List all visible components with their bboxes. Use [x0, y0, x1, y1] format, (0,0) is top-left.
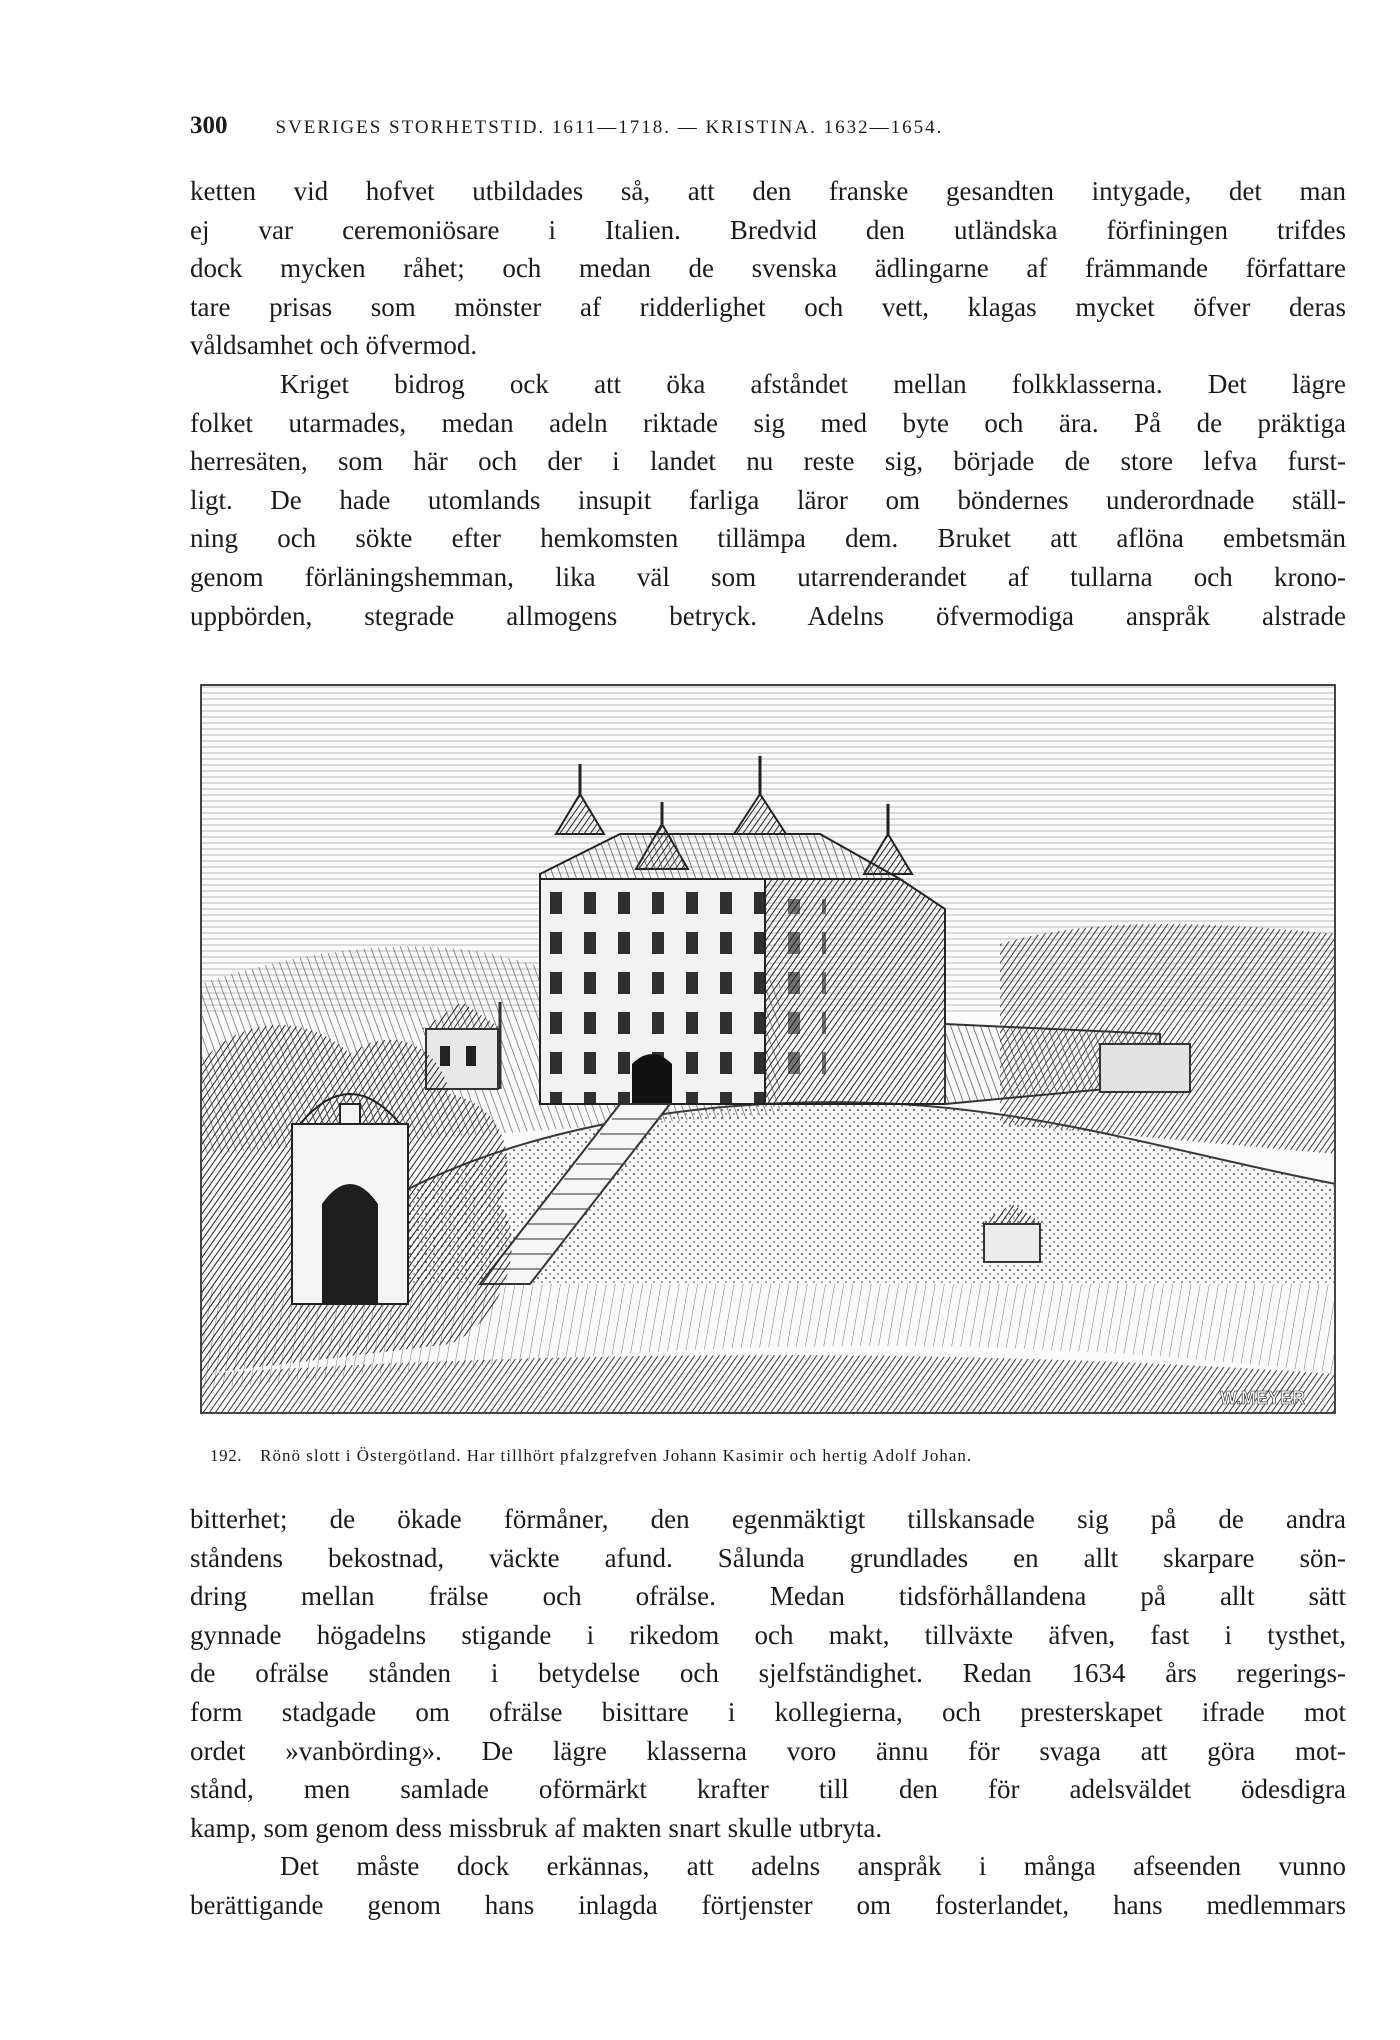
text-line: herresäten, som här och der i landet nu reste sig, började de store lefva furst- — [190, 446, 1346, 477]
text-line: ligt. De hade utomlands insupit farliga läror om böndernes underordnade ställ- — [190, 484, 1346, 515]
text-line: ej var ceremoniösare i Italien. Bredvid den utländska förfiningen trifdes — [190, 214, 1346, 245]
text-line: genom förläningshemman, lika väl som utarrenderandet af tullarna och krono- — [190, 561, 1346, 592]
text-line: ning och sökte efter hemkomsten tillämpa dem. Bruket att aflöna embetsmän — [190, 523, 1346, 554]
page-number: 300 — [190, 112, 228, 139]
castle-engraving — [200, 684, 1336, 1414]
figure-caption — [210, 1446, 1340, 1466]
running-header — [190, 112, 1240, 140]
figure-number: 192. — [210, 1446, 243, 1465]
text-line: ordet »vanbörding». De lägre klasserna voro ännu för svaga att göra mot- — [190, 1735, 1346, 1766]
text-line: de ofrälse stånden i betydelse och sjelfständighet. Redan 1634 års regerings- — [190, 1658, 1346, 1689]
text-line: form stadgade om ofrälse bisittare i kollegierna, och presterskapet ifrade mot — [190, 1696, 1346, 1727]
text-block-top — [190, 172, 1346, 635]
text-line: Det måste dock erkännas, att adelns anspråk i många afseenden vunno — [280, 1851, 1346, 1882]
text-line: kamp, som genom dess missbruk af makten snart skulle utbryta. — [190, 1812, 883, 1843]
text-line: ketten vid hofvet utbildades så, att den franske gesandten intygade, det man — [190, 176, 1346, 206]
text-line: dock mycken råhet; och medan de svenska ädlingarne af främmande författare — [190, 253, 1346, 284]
text-line: stånd, men samlade oförmärkt krafter till den för adelsväldet ödesdigra — [190, 1774, 1346, 1805]
text-block-bottom — [190, 1500, 1346, 1925]
text-line: folket utarmades, medan adeln riktade sig med byte och ära. På de präktiga — [190, 407, 1346, 438]
text-line: dring mellan frälse och ofrälse. Medan tidsförhållandena på allt sätt — [190, 1581, 1346, 1612]
text-line: Kriget bidrog ock att öka afståndet mellan folkklasserna. Det lägre — [280, 368, 1346, 399]
pavilion — [292, 1094, 408, 1304]
figure-caption-text: Rönö slott i Östergötland. Har tillhört pfalzgrefven Johann Kasimir och hertig Adolf Johan. — [260, 1446, 973, 1465]
engraving-figure — [200, 684, 1336, 1414]
engraver-signature: W.MEYER — [1220, 1388, 1306, 1408]
text-line: bitterhet; de ökade förmåner, den egenmäktigt tillskansade sig på de andra — [190, 1504, 1346, 1534]
text-line: tare prisas som mönster af ridderlighet och vett, klagas mycket öfver deras — [190, 291, 1346, 322]
text-line: berättigande genom hans inlagda förtjenster om fosterlandet, hans medlemmars — [190, 1889, 1346, 1920]
text-line: ståndens bekostnad, väckte afund. Sålunda grundlades en allt skarpare sön- — [190, 1542, 1346, 1573]
text-line: våldsamhet och öfvermod. — [190, 330, 478, 361]
running-title: SVERIGES STORHETSTID. 1611—1718. — KRISTINA. 1632—1654. — [275, 117, 944, 138]
text-line: gynnade högadelns stigande i rikedom och makt, tillväxte äfven, fast i tysthet, — [190, 1619, 1346, 1650]
text-line: uppbörden, stegrade allmogens betryck. Adelns öfvermodiga anspråk alstrade — [190, 600, 1346, 631]
